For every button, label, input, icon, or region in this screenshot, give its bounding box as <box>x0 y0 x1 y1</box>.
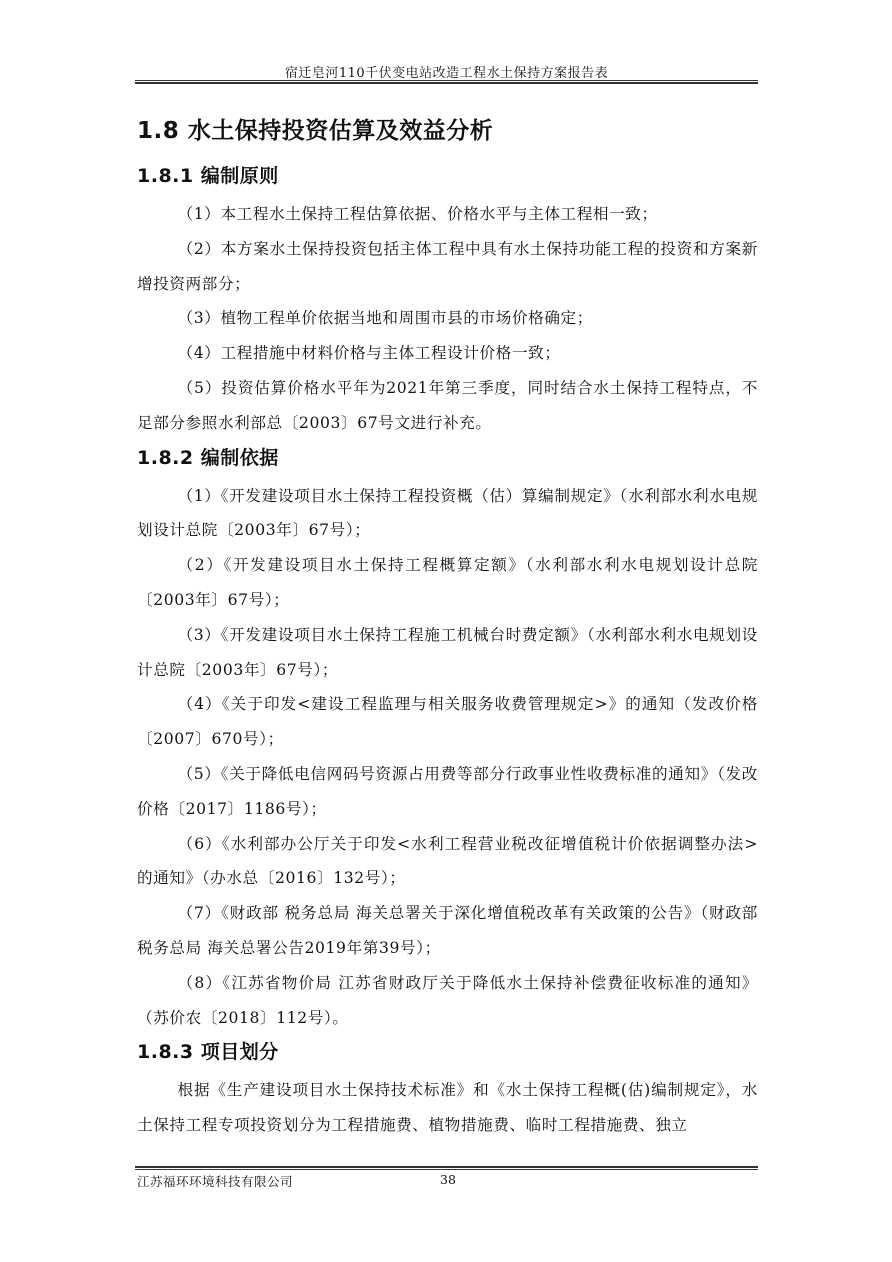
subsection-title-1-8-2: 1.8.2 编制依据 <box>137 446 279 469</box>
basis-item-2: （2）《开发建设项目水土保持工程概算定额》（水利部水利水电规划设计总院〔2003年〕67号）； <box>137 556 758 609</box>
subsection-title-1-8-3: 1.8.3 项目划分 <box>137 1041 279 1064</box>
basis-item-4: （4）《关于印发<建设工程监理与相关服务收费管理规定>》的通知（发改价格〔2007〕670号）； <box>137 695 758 749</box>
basis-item-1: （1）《开发建设项目水土保持工程投资概（估）算编制规定》（水利部水利水电规划设计总院〔2003年〕67号）； <box>137 486 758 540</box>
principle-item-4: （4）工程措施中材料价格与主体工程设计价格一致； <box>177 344 561 363</box>
division-paragraph: 根据《生产建设项目水土保持技术标准》和《水土保持工程概(估)编制规定》，水土保持工程专项投资划分为工程措施费、植物措施费、临时工程措施费、独立 <box>137 1081 758 1135</box>
principle-item-3: （3）植物工程单价依据当地和周围市县的市场价格确定； <box>177 309 593 328</box>
header-rule <box>135 80 758 81</box>
footer-rule <box>135 1169 758 1170</box>
basis-item-3: （3）《开发建设项目水土保持工程施工机械台时费定额》（水利部水利水电规划设计总院〔2003年〕67号）； <box>137 625 758 679</box>
page-content <box>137 113 758 1143</box>
principle-item-5: （5）投资估算价格水平年为2021年第三季度，同时结合水土保持工程特点，不足部分参照水利部总〔2003〕67号文进行补充。 <box>137 378 758 432</box>
basis-item-7: （7）《财政部 税务总局 海关总署关于深化增值税改革有关政策的公告》（财政部 税务总局 海关总署公告2019年第39号）； <box>137 904 758 957</box>
running-header: 宿迁皂河110千伏变电站改造工程水土保持方案报告表 <box>284 66 609 81</box>
basis-item-5: （5）《关于降低电信网码号资源占用费等部分行政事业性收费标准的通知》（发改价格〔2017〕1186号）； <box>137 764 758 818</box>
principle-item-2: （2）本方案水土保持投资包括主体工程中具有水土保持功能工程的投资和方案新增投资两部分； <box>137 239 758 293</box>
footer-company: 江苏福环环境科技有限公司 <box>137 1174 294 1189</box>
basis-item-6: （6）《水利部办公厅关于印发<水利工程营业税改征增值税计价依据调整办法>的通知》（办水总〔2016〕132号）； <box>137 834 758 888</box>
basis-item-8: （8）《江苏省物价局 江苏省财政厅关于降低水土保持补偿费征收标准的通知》（苏价农〔2018〕112号）。 <box>137 973 758 1027</box>
section-title: 1.8 水土保持投资估算及效益分析 <box>137 118 494 144</box>
subsection-title-1-8-1: 1.8.1 编制原则 <box>137 165 279 187</box>
footer-rule-thick <box>135 1166 758 1168</box>
page-number: 38 <box>440 1172 456 1187</box>
header-rule-thick <box>135 82 758 84</box>
principle-item-1: （1）本工程水土保持工程估算依据、价格水平与主体工程相一致； <box>177 205 658 223</box>
